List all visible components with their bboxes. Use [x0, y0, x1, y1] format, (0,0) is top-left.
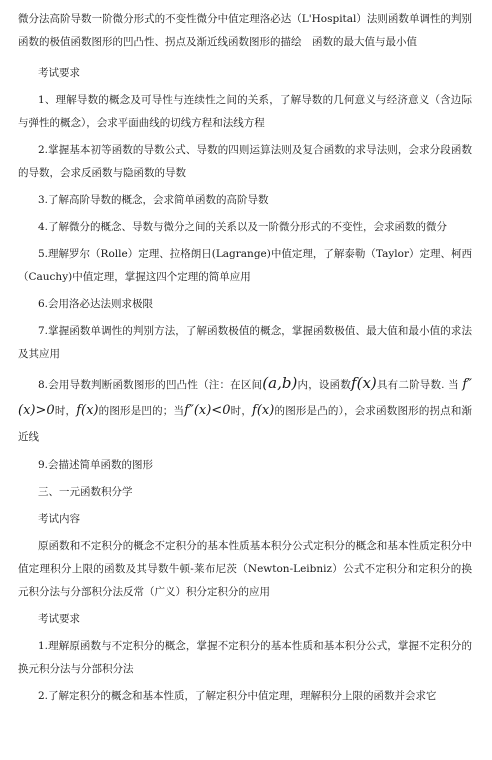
- exam-content-heading: 考试内容: [38, 513, 80, 525]
- second-derivative-negative-formula: f″(x)<0: [184, 403, 231, 418]
- function-formula: f(x): [252, 403, 275, 418]
- second-derivative-positive-formula: f″(x)>0: [18, 377, 472, 418]
- item8-text-c: 具有二阶导数. 当: [376, 379, 459, 391]
- requirement-item-2: 2.掌握基本初等函数的导数公式、导数的四则运算法则及复合函数的求导法则，会求分段函数的导数，会求反函数与隐函数的导数: [18, 144, 472, 179]
- integral-requirement-item-1: 1.理解原函数与不定积分的概念，掌握不定积分的基本性质和基本积分公式，掌握不定积分的换元积分法与分部积分法: [18, 640, 472, 675]
- requirement-item-3: 3.了解高阶导数的概念，会求简单函数的高阶导数: [38, 194, 269, 206]
- item8-text-d: 时，: [54, 405, 77, 417]
- requirement-item-4: 4.了解微分的概念、导数与微分之间的关系以及一阶微分形式的不变性，会求函数的微分: [38, 221, 448, 233]
- intro-paragraph: 微分法高阶导数一阶微分形式的不变性微分中值定理洛必达（L'Hospital）法则函数单调性的判别函数的极值函数图形的凹凸性、拐点及渐近线函数图形的描绘 函数的最大值与最小值: [18, 13, 472, 48]
- exam-requirements-heading: 考试要求: [38, 67, 80, 79]
- item8-text-b: 内，设函数: [297, 379, 352, 391]
- requirement-item-7: 7.掌握函数单调性的判别方法，了解函数极值的概念，掌握函数极值、最大值和最小值的求法及其应用: [18, 325, 472, 360]
- integral-requirement-item-2: 2.了解定积分的概念和基本性质，了解定积分中值定理，理解积分上限的函数并会求它: [38, 690, 437, 702]
- item8-text-f: 时，: [230, 405, 253, 417]
- requirement-item-6: 6.会用洛必达法则求极限: [38, 298, 154, 310]
- requirement-item-8: [18, 370, 472, 450]
- item8-text-g: 的图形是凸的），会求函数图形的拐点和渐近线: [18, 405, 473, 443]
- item8-text-e: 的图形是凹的；当: [98, 405, 185, 417]
- requirement-item-1: 1、理解导数的概念及可导性与连续性之间的关系，了解导数的几何意义与经济意义（含边际与弹性的概念），会求平面曲线的切线方程和法线方程: [18, 94, 472, 129]
- section-heading: 三、一元函数积分学: [38, 486, 133, 498]
- requirement-item-5: 5.理解罗尔（Rolle）定理、拉格朗日(Lagrange)中值定理，了解泰勒（Taylor）定理、柯西（Cauchy)中值定理，掌握这四个定理的简单应用: [18, 248, 472, 283]
- item8-text-a: 8.会用导数判断函数图形的凹凸性（注：在区间: [38, 379, 263, 391]
- function-formula: f(x): [76, 403, 99, 418]
- exam-content-paragraph: 原函数和不定积分的概念不定积分的基本性质基本积分公式定积分的概念和基本性质定积分中值定理积分上限的函数及其导数牛顿-莱布尼茨（Newton-Leibniz）公式不定积分和定积分的换元积分法与分部积分法反常（广义）积分定积分的应用: [18, 540, 472, 598]
- exam-requirements-heading-2: 考试要求: [38, 613, 80, 625]
- function-formula: f(x): [351, 374, 377, 392]
- interval-formula: (a,b): [262, 374, 298, 392]
- requirement-item-9: 9.会描述简单函数的图形: [38, 459, 154, 471]
